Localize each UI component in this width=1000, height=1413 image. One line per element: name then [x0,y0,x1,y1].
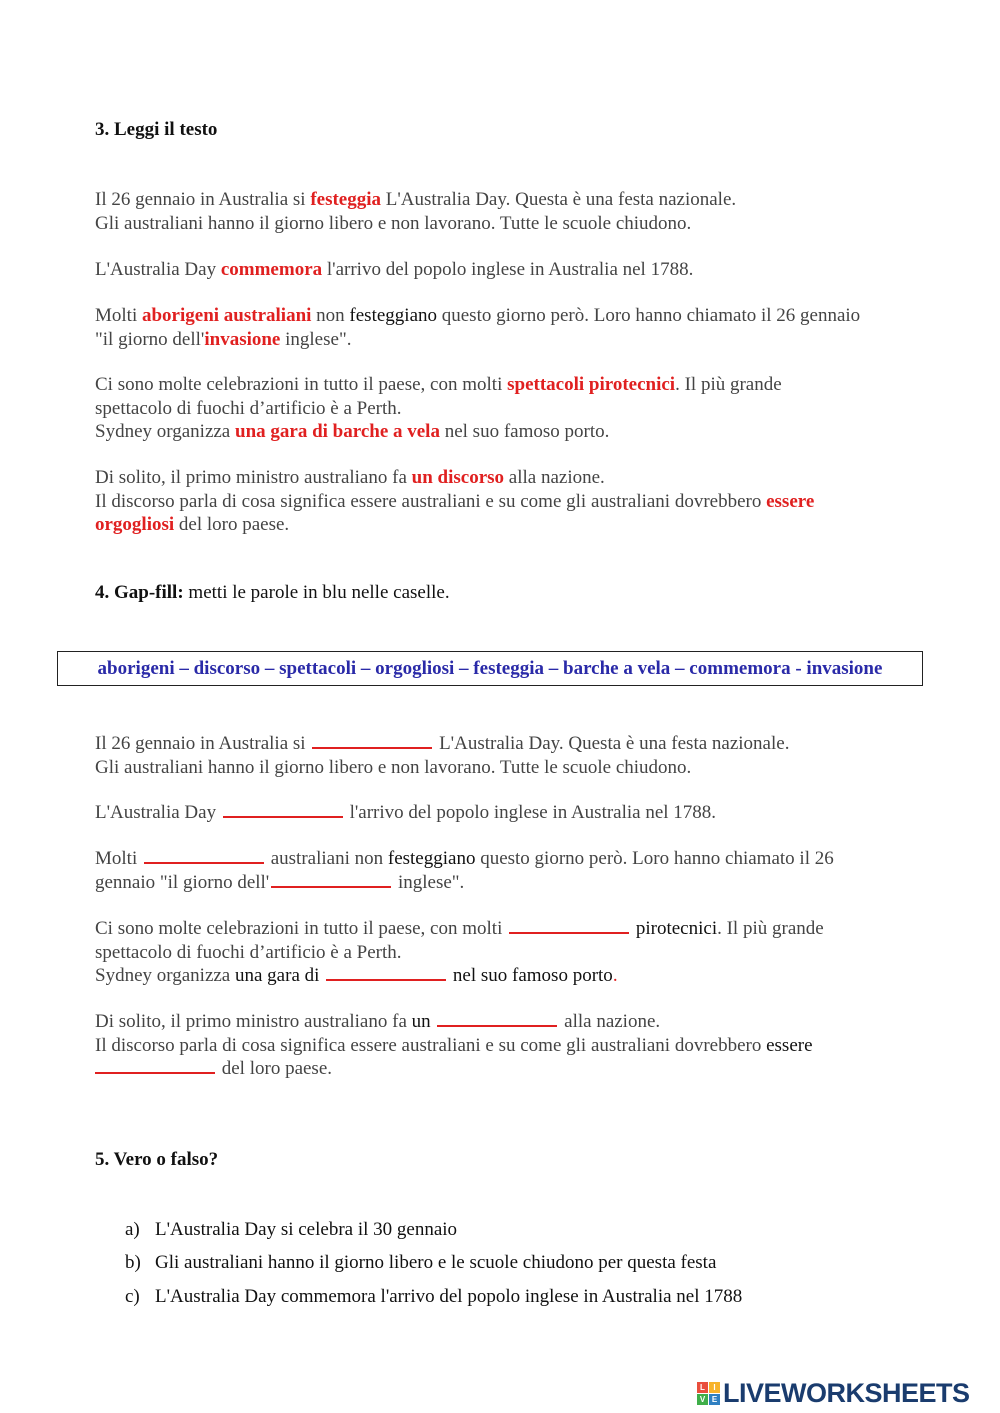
highlight-word: spettacoli pirotecnici [507,374,676,395]
section-4-heading: 4. Gap-fill: metti le parole in blu nelle caselle. [95,582,450,603]
gap-field-2[interactable] [223,801,343,818]
gap-paragraph-2: L'Australia Day l'arrivo del popolo inglese in Australia nel 1788. [95,802,717,823]
gap-field-1[interactable] [312,732,432,749]
highlight-word: invasione [204,328,281,350]
list-item: b) Gli australiani hanno il giorno libero e le scuole chiudono per questa festa [125,1252,717,1273]
reading-paragraph-1: Il 26 gennaio in Australia si festeggia L'Australia Day. Questa è una festa nazionale. Gli australiani hanno il giorno libero e non lavorano. Tutte le scuole chiudono. [95,189,737,234]
reading-paragraph-2: L'Australia Day commemora l'arrivo del popolo inglese in Australia nel 1788. [95,259,694,280]
highlight-word: una gara di barche a vela [235,421,440,442]
highlight-word: aborigeni australiani [141,305,312,326]
reading-paragraph-5: Di solito, il primo ministro australiano fa un discorso alla nazione. Il discorso parla di cosa significa essere australiani e su come gli australiani dovrebbero essere orgogliosi del loro paese. [95,467,815,535]
highlight-word: un discorso [411,467,505,488]
gap-paragraph-3: Molti australiani non festeggiano questo giorno però. Loro hanno chiamato il 26 gennaio "il giorno dell' inglese". [95,848,834,893]
logo-text: LIVEWORKSHEETS [723,1377,970,1408]
logo-mark-icon: L I V E [697,1382,720,1405]
reading-paragraph-4: Ci sono molte celebrazioni in tutto il paese, con molti spettacoli pirotecnici. Il più grande spettacolo di fuochi d’artificio è a Perth. Sydney organizza una gara di barche a vela nel suo famoso porto. [95,374,782,442]
word-bank: aborigeni – discorso – spettacoli – orgogliosi – festeggia – barche a vela – commemora - invasione [57,651,923,686]
liveworksheets-logo [697,1378,970,1408]
section-3-heading: 3. Leggi il testo [95,119,218,140]
gap-field-7[interactable] [437,1010,557,1027]
gap-paragraph-5: Di solito, il primo ministro australiano fa un alla nazione. Il discorso parla di cosa significa essere australiani e su come gli australiani dovrebbero essere del loro paese. [95,1011,813,1079]
list-item: a) L'Australia Day si celebra il 30 gennaio [125,1219,458,1240]
highlight-word: commemora [220,259,323,280]
highlight-word: essere orgogliosi [95,490,815,535]
gap-field-3[interactable] [144,847,264,864]
gap-field-5[interactable] [509,917,629,934]
gap-paragraph-4: Ci sono molte celebrazioni in tutto il paese, con molti pirotecnici. Il più grande spettacolo di fuochi d’artificio è a Perth. Sydney organizza una gara di nel suo famoso porto. [95,918,824,986]
gap-field-6[interactable] [326,964,446,981]
list-item: c) L'Australia Day commemora l'arrivo del popolo inglese in Australia nel 1788 [125,1286,743,1307]
highlight-word: festeggia [310,189,382,210]
reading-paragraph-3: Molti aborigeni australiani non festeggiano questo giorno però. Loro hanno chiamato il 26 gennaio "il giorno dell'invasione inglese". [95,305,861,350]
gap-field-8[interactable] [95,1057,215,1074]
gap-paragraph-1: Il 26 gennaio in Australia si L'Australia Day. Questa è una festa nazionale. Gli australiani hanno il giorno libero e non lavorano. Tutte le scuole chiudono. [95,733,790,778]
gap-field-4[interactable] [271,871,391,888]
section-5-heading: 5. Vero o falso? [95,1149,219,1170]
